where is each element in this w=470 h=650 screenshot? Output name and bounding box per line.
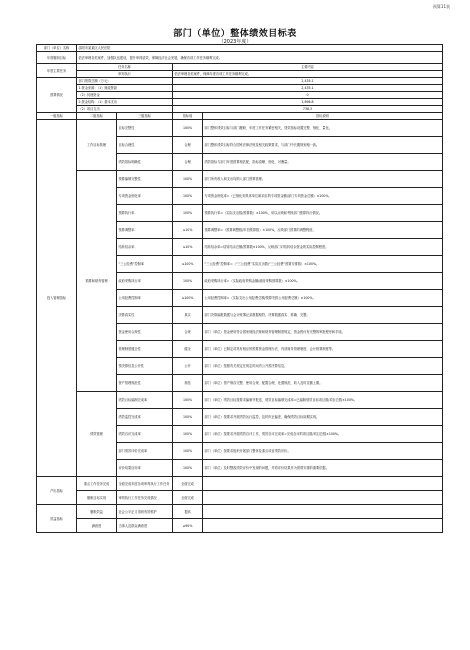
level3-label: 目标完整性 <box>117 120 173 137</box>
indicator-row <box>37 519 443 533</box>
indicator-row <box>37 477 443 491</box>
indicator-value: 合理 <box>173 154 203 171</box>
budget-label: 预算情况 <box>37 78 77 113</box>
task-header-row <box>37 64 443 71</box>
header-level3: 三级指标 <box>117 113 173 120</box>
header-level1: 一级指标 <box>37 113 77 120</box>
budget-row <box>37 99 443 106</box>
output-label: 产出指标 <box>37 477 77 505</box>
level3-label: 结转结余率 <box>117 239 173 256</box>
indicator-row <box>37 171 443 188</box>
level2-label: 满意度 <box>77 519 117 533</box>
indicator-desc: 部门整体绩效目标与部门履职、年度工作任务紧密相关，绩效指标设置完整、细化、量化。 <box>203 120 443 137</box>
indicator-value: 公开 <box>173 358 203 375</box>
budget-value: 2,435.1 <box>173 78 443 85</box>
header-value: 指标值 <box>173 113 203 120</box>
level3-label: 预算编制完整性 <box>117 171 173 188</box>
level3-label: 绩效自评完成率 <box>117 426 173 443</box>
indicator-row <box>37 505 443 519</box>
task-content: 依法审理各类案件，保障年度各项工作任务顺利完成。 <box>173 71 443 78</box>
budget-item: 1.资金来源：（1）财政拨款 <box>77 85 173 92</box>
indicator-desc: 结转结余率=结转结余总额/预算数×100%，反映部门对结转结余资金的实际控制程度。 <box>203 239 443 256</box>
indicator-desc: 预算调整率=（预算调整数/年初预算数）×100%，反映部门预算的调整程度。 <box>203 222 443 239</box>
indicator-desc: 部门整体绩效目标符合国家法律法规及相关政策要求，与部门中长期规划相一致。 <box>203 137 443 154</box>
effect-label: 效益指标 <box>37 505 77 533</box>
indicator-row <box>37 120 443 137</box>
level3-label: 审判执行工作任务完成情况 <box>117 491 173 505</box>
level3-label: 公用经费控制率 <box>117 290 173 307</box>
budget-item: 部门预算总额（万元） <box>77 78 173 85</box>
indicator-value: 100% <box>173 188 203 205</box>
indicator-value: 提高 <box>173 505 203 519</box>
level2-label: 预算和财务管理 <box>77 171 117 392</box>
task-row <box>37 71 443 78</box>
indicator-desc: 部门决算编报数据与会计账簿记录数据相符，决算数据真实、准确、完整。 <box>203 307 443 324</box>
dept-label: 部门（单位）名称 <box>37 45 77 52</box>
level3-label: 政府采购执行率 <box>117 273 173 290</box>
indicator-desc: 部门（单位）按要求组织开展部门整体及重点项目绩效评价。 <box>203 443 443 460</box>
budget-value: 2,435.1 <box>173 85 443 92</box>
indicator-value: ≥90% <box>173 519 203 533</box>
indicator-desc: 政府采购执行率=（实际政府采购金额/政府采购预算数）×100%。 <box>203 273 443 290</box>
level2-label: 绩效管理 <box>77 392 117 477</box>
indicator-value: 合理 <box>173 137 203 154</box>
level3-label: 当事人及群众满意度 <box>117 519 173 533</box>
level3-label: 社会公平正义得到有效维护 <box>117 505 173 519</box>
indicator-value: ≤10% <box>173 239 203 256</box>
indicator-desc: 部门（单位）资金使用符合国家财经法规和财务管理制度规定，资金拨付有完整的审批程序和手续。 <box>203 324 443 341</box>
indicator-desc <box>203 477 443 491</box>
indicator-value: ≤100% <box>173 256 203 273</box>
budget-item: （2）项目支出 <box>77 106 173 113</box>
dept-row <box>37 45 443 52</box>
indicator-value: ≤100% <box>173 290 203 307</box>
indicator-value: 健全 <box>173 341 203 358</box>
task-col-name: 任务名称 <box>77 64 173 71</box>
target-value: 依法审理各类案件，加强队伍建设，提升审判质效，保障经济社会发展，确保各项工作任务顺利完成。 <box>77 52 443 64</box>
level2-label: 履职效益 <box>77 505 117 519</box>
level3-label: 决算真实性 <box>117 307 173 324</box>
level3-label: 资产管理规范性 <box>117 375 173 392</box>
budget-row <box>37 106 443 113</box>
level3-label: 预算调整率 <box>117 222 173 239</box>
level3-label: “三公经费”控制率 <box>117 256 173 273</box>
budget-row <box>37 85 443 92</box>
target-label: 年度履职目标 <box>37 52 77 64</box>
indicator-desc: 部门（单位）按要求开展绩效运行监控，及时纠正偏差，确保绩效目标如期实现。 <box>203 409 443 426</box>
indicator-row <box>37 392 443 409</box>
indicator-value: 100% <box>173 392 203 409</box>
indicator-desc: 绩效指标与部门年度预算相匹配，指标清晰、细化、可衡量。 <box>203 154 443 171</box>
indicator-value: 100% <box>173 171 203 188</box>
target-row <box>37 52 443 64</box>
indicator-value: 100% <box>173 426 203 443</box>
level1-label: 投入管理指标 <box>37 120 77 477</box>
header-level2: 二级指标 <box>77 113 117 120</box>
indicator-desc: 部门所有收入和支出均纳入部门预算管理。 <box>203 171 443 188</box>
header-desc: 指标说明 <box>203 113 443 120</box>
level3-label: 管理制度健全性 <box>117 341 173 358</box>
corner-tag: 预算11表 <box>432 4 450 9</box>
indicator-desc: 预算执行率=（实际支出数/预算数）×100%，用以反映和考核部门预算执行情况。 <box>203 205 443 222</box>
budget-value: 0 <box>173 92 443 99</box>
indicator-value: 100% <box>173 409 203 426</box>
budget-value: 1,696.8 <box>173 99 443 106</box>
indicator-value: 100% <box>173 443 203 460</box>
page-subtitle: （2023年度） <box>218 39 252 45</box>
indicator-value: 全面完成 <box>173 491 203 505</box>
indicator-desc: 部门（单位）资产保存完整、使用合规、配置合理、处置规范、收入及时足额上缴。 <box>203 375 443 392</box>
budget-row <box>37 78 443 85</box>
indicator-desc <box>203 491 443 505</box>
performance-table <box>36 44 443 533</box>
indicator-desc: 部门（单位）绩效目标按要求编制并报送，绩效目标编制完成率=已编制绩效目标项目数/项目总数×100%。 <box>203 392 443 409</box>
indicator-desc <box>203 505 443 519</box>
indicator-desc: 部门（单位）按照有关规定在规定时间内公开预决算信息。 <box>203 358 443 375</box>
indicator-value: 真实 <box>173 307 203 324</box>
level3-label: 全面完成年度各项审判执行工作任务 <box>117 477 173 491</box>
task-name: 审判执行 <box>77 71 173 78</box>
indicator-value: 规范 <box>173 375 203 392</box>
task-col-content: 主要内容 <box>173 64 443 71</box>
indicator-value: 100% <box>173 205 203 222</box>
level2-label: 重点工作任务完成 <box>77 477 117 491</box>
level3-label: 专项资金细化率 <box>117 188 173 205</box>
indicator-desc: 部门（单位）及时整改绩效评价中发现的问题，并将评价结果作为预算安排的重要依据。 <box>203 460 443 477</box>
budget-row <box>37 92 443 99</box>
indicator-value: 合规 <box>173 324 203 341</box>
level3-label: 部门绩效评价完成率 <box>117 443 173 460</box>
level3-label: 目标合理性 <box>117 137 173 154</box>
level3-label: 绩效监控完成率 <box>117 409 173 426</box>
indicator-row <box>37 491 443 505</box>
indicator-desc: 专项资金细化率=（已细化到具体单位和项目的专项资金额/部门专项资金总额）×100%。 <box>203 188 443 205</box>
page-title: 部门（单位）整体绩效目标表 <box>173 29 297 39</box>
indicator-value: 100% <box>173 273 203 290</box>
indicator-desc <box>203 519 443 533</box>
level3-label: 预算执行率 <box>117 205 173 222</box>
level3-label: 资金使用合规性 <box>117 324 173 341</box>
budget-item: 2.资金结构：（1）基本支出 <box>77 99 173 106</box>
indicator-value: 100% <box>173 120 203 137</box>
indicator-desc: 部门（单位）按要求开展绩效自评工作，绩效自评完成率=完成自评的项目数/项目总数×100%。 <box>203 426 443 443</box>
indicator-value: ≤10% <box>173 222 203 239</box>
indicator-value: 100% <box>173 460 203 477</box>
level3-label: 绩效指标明确性 <box>117 154 173 171</box>
level3-label: 绩效目标编制完成率 <box>117 392 173 409</box>
indicator-value: 全面完成 <box>173 477 203 491</box>
dept-value: 邵阳市某某区人民法院 <box>77 45 443 52</box>
indicator-header-row <box>37 113 443 120</box>
level3-label: 预决算信息公开性 <box>117 358 173 375</box>
budget-value: 738.3 <box>173 106 443 113</box>
level3-label: 评价结果应用率 <box>117 460 173 477</box>
budget-item: （2）其他资金 <box>77 92 173 99</box>
level2-label: 工作目标管理 <box>77 120 117 171</box>
level2-label: 履职目标实现 <box>77 491 117 505</box>
task-label: 年度主要任务 <box>37 64 77 78</box>
indicator-desc: 部门（单位）已制定或具有相应的预算资金管理办法、内部财务管理制度、会计核算制度等。 <box>203 341 443 358</box>
indicator-desc: “三公经费”控制率=（“三公经费”实际支出数/“三公经费”预算安排数）×100%。 <box>203 256 443 273</box>
indicator-desc: 公用经费控制率=（实际支出公用经费总额/预算安排公用经费总额）×100%。 <box>203 290 443 307</box>
